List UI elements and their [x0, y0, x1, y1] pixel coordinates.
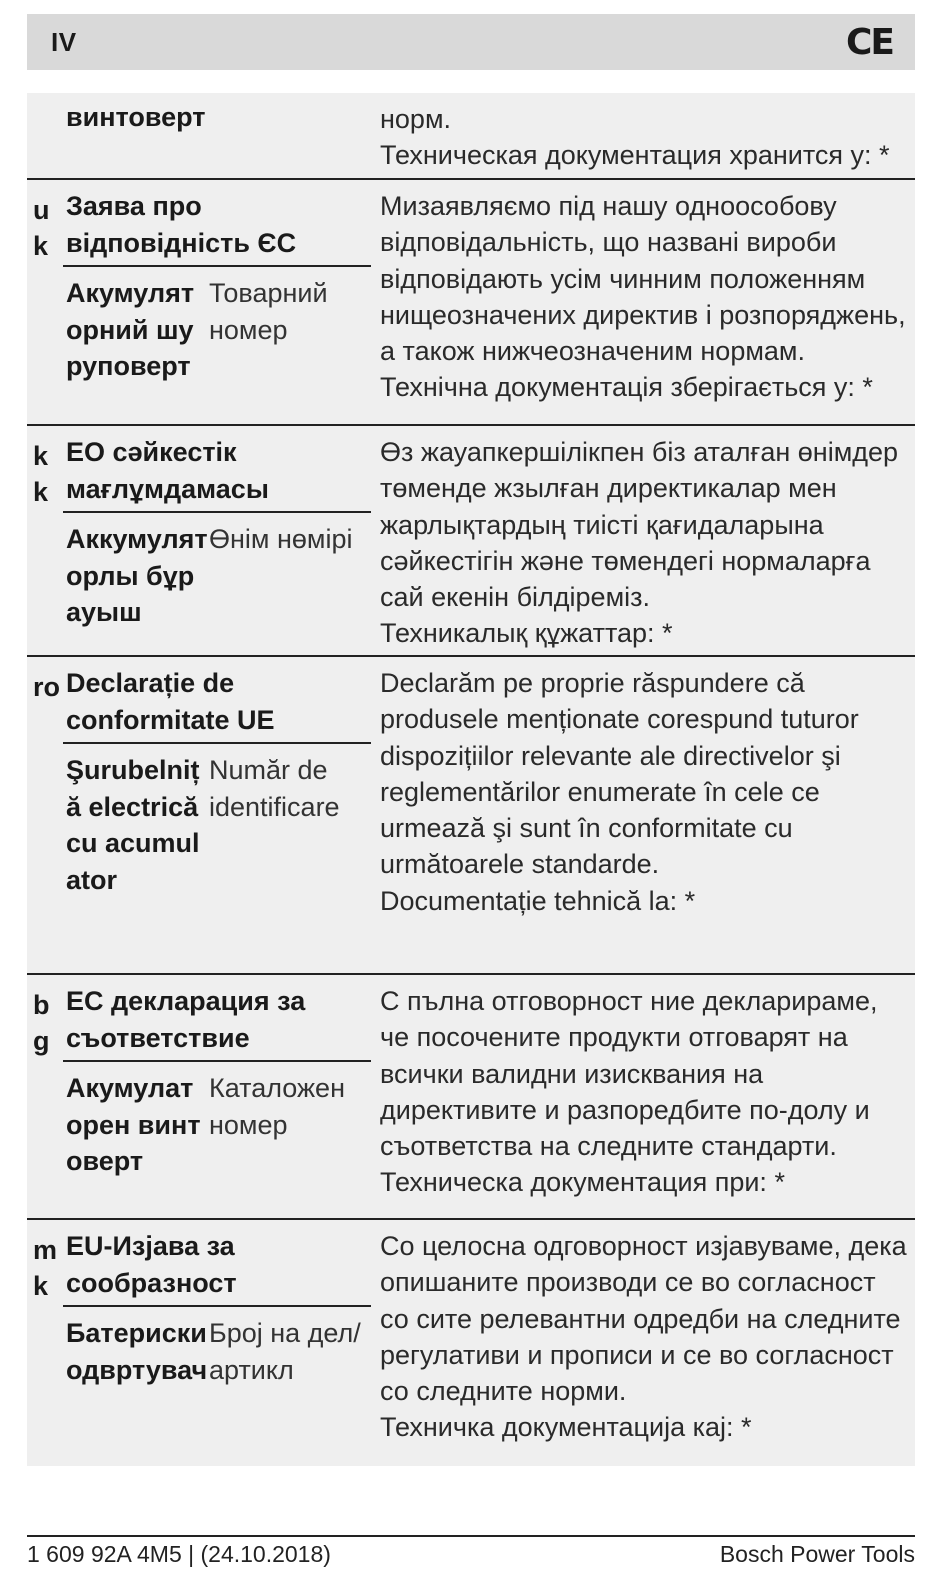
documentation-line: Технічна документація зберігається у: * — [380, 372, 873, 403]
document-number: 1 609 92A 4M5 | (24.10.2018) — [27, 1541, 331, 1567]
language-code: bg — [33, 990, 50, 1056]
declaration-paragraph: С пълна отговорност ние декларираме, че посочените продукти отговарят на всички валидни изисквания на директивите и разпоредбите по-долу и съответства на следните стандарти. — [380, 986, 878, 1162]
declaration-paragraph: Declarăm pe proprie răspundere că produsele menționate corespund tuturor dispozițiilor relevante ale directivelor şi reglementărilor enumerate în cele ce urmează şi sunt în conformitate cu următoarele standarde. — [380, 668, 859, 880]
declaration-title: Заява про відповідність ЄС — [63, 180, 371, 267]
product-name: Акумуляторний шуруповерт — [66, 278, 195, 381]
language-code: uk — [33, 195, 50, 261]
table-row — [27, 1220, 915, 1466]
declaration-left-cell — [63, 975, 371, 1218]
part-number-label: Каталожен номер — [209, 1073, 345, 1140]
declaration-left-cell — [63, 180, 371, 424]
documentation-line: Техническа документация при: * — [380, 1167, 785, 1198]
documentation-line: Техничка документација кај: * — [380, 1412, 752, 1443]
product-info — [63, 513, 371, 637]
declaration-text — [371, 657, 915, 973]
language-code: ro — [33, 672, 60, 702]
part-number-label: Өнім нөмірі — [209, 524, 353, 554]
declaration-text — [371, 426, 915, 655]
declaration-paragraph: Өз жауапкершілікпен біз аталған өнімдер төменде жзылған директикалар мен жарлықтардың тиісті қағидаларына сәйкестігін және төмендегі нормаларға сай екенін білдіреміз. — [380, 437, 899, 613]
product-info — [63, 267, 371, 391]
table-row — [27, 975, 915, 1220]
product-name: Акумулаторен винтоверт — [66, 1073, 201, 1176]
table-row — [27, 426, 915, 657]
documentation-line: Техникалық құжаттар: * — [380, 618, 673, 649]
product-name: Şurubelniță electrică cu acumulator — [66, 755, 200, 895]
declaration-text — [371, 975, 915, 1218]
declaration-left-cell — [63, 1220, 371, 1466]
declaration-title: Declarație de conformitate UE — [63, 657, 371, 744]
declaration-left-cell — [63, 426, 371, 655]
declaration-paragraph: Со целосна одговорност изјавуваме, дека опишаните производи се во согласност со сите релевантни одредби на следните регулативи и прописи и се во согласност со следните норми. — [380, 1231, 907, 1407]
table-row — [27, 180, 915, 426]
language-code: kk — [33, 441, 49, 507]
part-number-label: Број на дел/артикл — [209, 1318, 361, 1385]
language-code — [27, 93, 63, 178]
table-row — [27, 657, 915, 975]
declaration-title: ЕС декларация за съответствие — [63, 975, 371, 1062]
declaration-left-cell — [63, 657, 371, 973]
product-name-continued: винтоверт — [66, 102, 206, 132]
brand-name: Bosch Power Tools — [719, 1541, 915, 1567]
declaration-text — [371, 1220, 915, 1466]
part-number-label: Număr de identificare — [209, 755, 340, 822]
documentation-line: Техническая документация хранится у: * — [380, 140, 890, 171]
product-info — [63, 1307, 371, 1394]
documentation-line: Documentație tehnică la: * — [380, 885, 696, 916]
page-header — [27, 14, 915, 70]
declaration-title: EU-Изјава за сообразност — [63, 1220, 371, 1307]
product-info — [63, 744, 371, 904]
table-row — [27, 93, 915, 180]
declaration-left-cell — [63, 93, 371, 178]
declaration-paragraph: Мизаявляємо під нашу одноособову відповідальність, що названі вироби відповідають усім чинним положенням нищеозначених директив і розпоряджень, а також нижчеозначеним нормам. — [380, 191, 906, 367]
part-number-label: Товарний номер — [209, 278, 328, 345]
product-name: Батериски одвртувач — [66, 1318, 208, 1385]
page-footer — [27, 1535, 915, 1568]
declaration-text — [371, 180, 915, 424]
declaration-paragraph: норм. — [380, 104, 452, 134]
declaration-table — [27, 93, 915, 1466]
declaration-title: ЕО сәйкестік мағлұмдамасы — [63, 426, 371, 513]
declaration-text — [371, 93, 915, 178]
product-info — [63, 1062, 371, 1186]
product-name: Аккумуляторлы бұрауыш — [66, 524, 208, 627]
language-code: mk — [33, 1235, 58, 1301]
ce-mark-icon: CE — [845, 21, 893, 63]
page-number: IV — [51, 26, 77, 57]
